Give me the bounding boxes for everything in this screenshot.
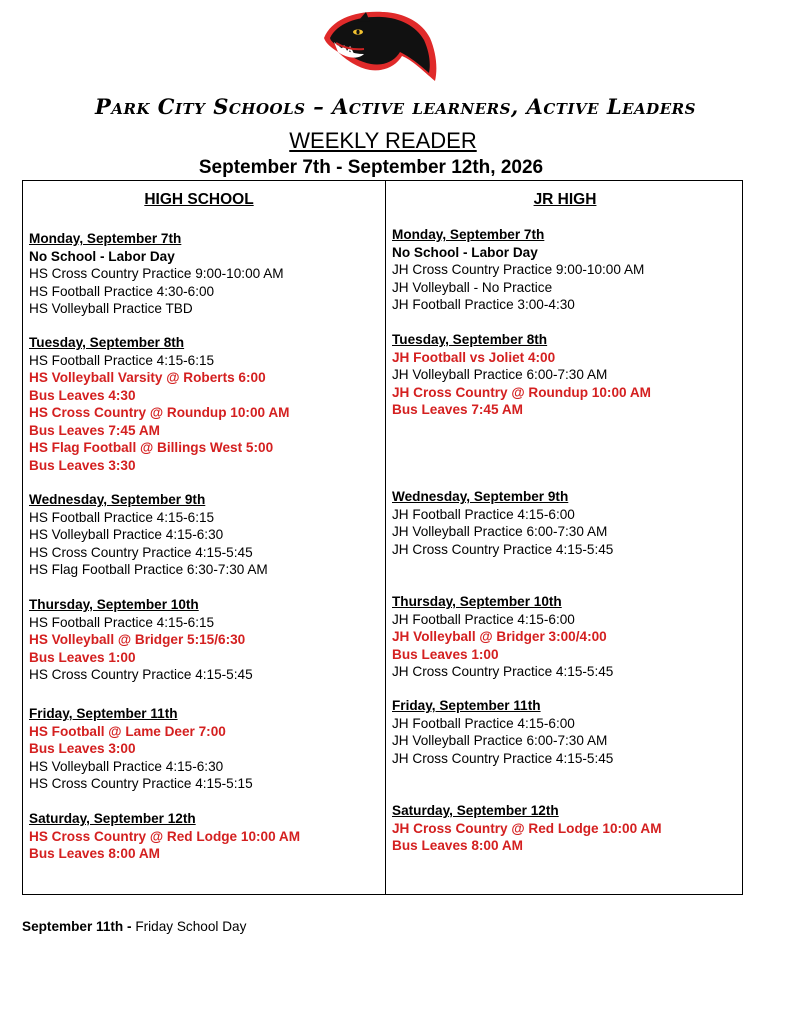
schedule-line: JH Volleyball Practice 6:00-7:30 AM	[392, 367, 608, 382]
day-title: Monday, September 7th	[392, 227, 545, 242]
schedule-line: JH Cross Country @ Roundup 10:00 AM	[392, 384, 651, 400]
schedule-line: JH Volleyball @ Bridger 3:00/4:00	[392, 629, 607, 644]
schedule-line: JH Cross Country Practice 4:15-5:45	[392, 664, 614, 679]
day-title: Tuesday, September 8th	[392, 332, 548, 347]
footer-note	[22, 919, 246, 934]
schedule-line: HS Cross Country Practice 4:15-5:45	[29, 667, 253, 682]
hs-day	[29, 334, 379, 474]
day-title: Saturday, September 12th	[392, 803, 559, 818]
schedule-line: No School - Labor Day	[29, 248, 175, 264]
day-title: Thursday, September 10th	[29, 597, 199, 612]
schedule-line: Bus Leaves 8:00 AM	[29, 846, 160, 861]
schedule-line: HS Flag Football Practice 6:30-7:30 AM	[29, 562, 268, 577]
day-title: Wednesday, September 9th	[29, 492, 206, 507]
schedule-line: JH Football Practice 4:15-6:00	[392, 506, 575, 522]
footer-label: September 11th -	[22, 919, 132, 934]
schedule-line: HS Volleyball Varsity @ Roberts 6:00	[29, 370, 266, 385]
hs-day	[29, 810, 379, 863]
schedule-line: HS Football Practice 4:15-6:15	[29, 352, 215, 368]
schedule-line: JH Football Practice 4:15-6:00	[392, 715, 575, 731]
hs-day	[29, 230, 379, 318]
schedule-line: HS Cross Country @ Roundup 10:00 AM	[29, 405, 290, 420]
hs-day	[29, 491, 379, 579]
day-title: Friday, September 11th	[29, 706, 178, 721]
schedule-line: HS Volleyball Practice 4:15-6:30	[29, 527, 224, 542]
high-school-heading: HIGH SCHOOL	[144, 191, 254, 208]
day-title: Monday, September 7th	[29, 231, 182, 246]
schedule-line: Bus Leaves 1:00	[29, 649, 136, 665]
schedule-line: Bus Leaves 8:00 AM	[392, 838, 523, 853]
schedule-line: HS Football Practice 4:15-6:15	[29, 509, 215, 525]
schedule-line: JH Volleyball Practice 6:00-7:30 AM	[392, 524, 608, 539]
jr-high-heading: JR HIGH	[533, 191, 597, 208]
footer-text: Friday School Day	[131, 919, 247, 934]
schedule-line: JH Cross Country Practice 4:15-5:45	[392, 541, 614, 557]
schedule-line: JH Cross Country Practice 9:00-10:00 AM	[392, 262, 645, 277]
schedule-line: Bus Leaves 1:00	[392, 646, 499, 662]
panther-logo-icon	[318, 8, 440, 84]
schedule-line: JH Volleyball - No Practice	[392, 279, 553, 295]
schedule-line: JH Volleyball Practice 6:00-7:30 AM	[392, 733, 608, 748]
day-title: Saturday, September 12th	[29, 811, 196, 826]
schedule-line: HS Cross Country Practice 4:15-5:15	[29, 776, 253, 791]
schedule-line: HS Flag Football @ Billings West 5:00	[29, 440, 274, 455]
day-title: Thursday, September 10th	[392, 594, 562, 609]
schedule-line: Bus Leaves 3:30	[29, 457, 136, 473]
schedule-line: HS Football @ Lame Deer 7:00	[29, 723, 226, 739]
schedule-line: HS Cross Country Practice 4:15-5:45	[29, 544, 253, 560]
column-divider	[385, 181, 386, 894]
schedule-line: JH Cross Country @ Red Lodge 10:00 AM	[392, 820, 662, 836]
school-motto: Park City Schools – Active learners, Active Leaders	[95, 94, 696, 119]
schedule-line: No School - Labor Day	[392, 244, 538, 260]
schedule-line: HS Cross Country Practice 9:00-10:00 AM	[29, 266, 284, 281]
schedule-line: HS Cross Country @ Red Lodge 10:00 AM	[29, 828, 301, 844]
jh-day	[392, 226, 738, 314]
jh-day	[392, 697, 738, 767]
schedule-line: JH Cross Country Practice 4:15-5:45	[392, 750, 614, 766]
schedule-line: Bus Leaves 7:45 AM	[392, 402, 523, 417]
schedule-line: HS Volleyball @ Bridger 5:15/6:30	[29, 632, 246, 647]
jh-day	[392, 802, 738, 855]
schedule-line: JH Football Practice 4:15-6:00	[392, 611, 575, 627]
schedule-line: HS Football Practice 4:30-6:00	[29, 283, 215, 299]
day-title: Wednesday, September 9th	[392, 489, 569, 504]
schedule-line: Bus Leaves 7:45 AM	[29, 422, 160, 438]
day-title: Friday, September 11th	[392, 698, 541, 713]
day-title: Tuesday, September 8th	[29, 335, 185, 350]
schedule-line: JH Football vs Joliet 4:00	[392, 349, 556, 365]
jh-day	[392, 593, 738, 681]
schedule-line: Bus Leaves 3:00	[29, 741, 136, 756]
schedule-line: HS Volleyball Practice 4:15-6:30	[29, 758, 224, 774]
hs-day	[29, 705, 379, 793]
week-dates: September 7th - September 12th, 2026	[198, 157, 544, 178]
schedule-table	[22, 180, 743, 895]
jh-day	[392, 331, 738, 419]
schedule-line: JH Football Practice 3:00-4:30	[392, 297, 575, 312]
page-title: WEEKLY READER	[289, 128, 477, 153]
schedule-line: HS Football Practice 4:15-6:15	[29, 614, 215, 630]
schedule-line: HS Volleyball Practice TBD	[29, 301, 193, 316]
schedule-line: Bus Leaves 4:30	[29, 387, 136, 403]
hs-day	[29, 596, 379, 684]
jh-day	[392, 488, 738, 558]
